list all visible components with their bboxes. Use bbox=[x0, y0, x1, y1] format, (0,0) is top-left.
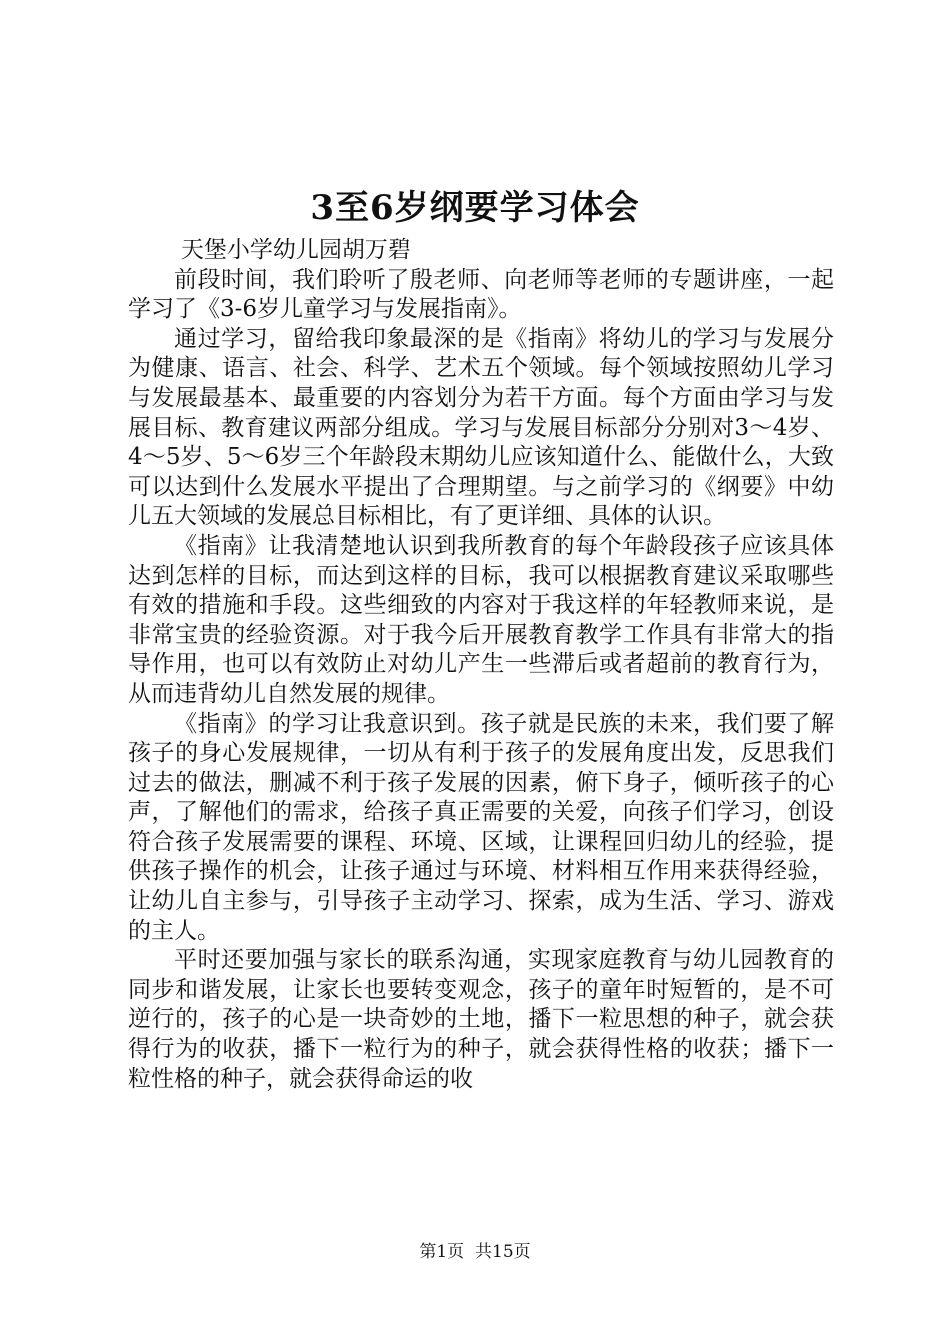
paragraph-2: 通过学习，留给我印象最深的是《指南》将幼儿的学习与发展分为健康、语言、社会、科学、艺术五个领域。每个领域按照幼儿学习与发展最基本、最重要的内容划分为若干方面。每个方面由学习与发展目标、教育建议两部分组成。学习与发展目标部分分别对3～4岁、4～5岁、5～6岁三个年龄段末期幼儿应该知道什么、能做什么，大致可以达到什么发展水平提出了合理期望。与之前学习的《纲要》中幼儿五大领域的发展总目标相比，有了更详细、具体的认识。 bbox=[128, 325, 834, 530]
page-footer bbox=[0, 1240, 950, 1264]
footer-spacer bbox=[464, 1242, 475, 1262]
paragraph-1: 前段时间，我们聆听了殷老师、向老师等老师的专题讲座，一起学习了《3-6岁儿童学习与发展指南》。 bbox=[128, 266, 834, 323]
page-total: 共15页 bbox=[475, 1242, 531, 1262]
author-line: 天堡小学幼儿园胡万碧 bbox=[180, 237, 411, 263]
page-number: 第1页 bbox=[419, 1242, 465, 1262]
document-title: 3至6岁纲要学习体会 bbox=[310, 188, 640, 228]
paragraph-5: 平时还要加强与家长的联系沟通，实现家庭教育与幼儿园教育的同步和谐发展，让家长也要转变观念，孩子的童年时短暂的，是不可逆行的，孩子的心是一块奇妙的土地，播下一粒思想的种子，就会获得行为的收获，播下一粒行为的种子，就会获得性格的收获；播下一粒性格的种子，就会获得命运的收 bbox=[128, 947, 834, 1092]
paragraph-4: 《指南》的学习让我意识到。孩子就是民族的未来，我们要了解孩子的身心发展规律，一切从有利于孩子的发展角度出发，反思我们过去的做法，删减不利于孩子发展的因素，俯下身子，倾听孩子的心声，了解他们的需求，给孩子真正需要的关爱，向孩子们学习，创设符合孩子发展需要的课程、环境、区域，让课程回归幼儿的经验，提供孩子操作的机会，让孩子通过与环境、材料相互作用来获得经验，让幼儿自主参与，引导孩子主动学习、探索，成为生活、学习、游戏的主人。 bbox=[128, 710, 834, 944]
paragraph-3: 《指南》让我清楚地认识到我所教育的每个年龄段孩子应该具体达到怎样的目标，而达到这样的目标，我可以根据教育建议采取哪些有效的措施和手段。这些细致的内容对于我这样的年轻教师来说，是非常宝贵的经验资源。对于我今后开展教育教学工作具有非常大的指导作用，也可以有效防止对幼儿产生一些滞后或者超前的教育行为，从而违背幼儿自然发展的规律。 bbox=[128, 532, 834, 707]
document-body bbox=[128, 236, 834, 1094]
